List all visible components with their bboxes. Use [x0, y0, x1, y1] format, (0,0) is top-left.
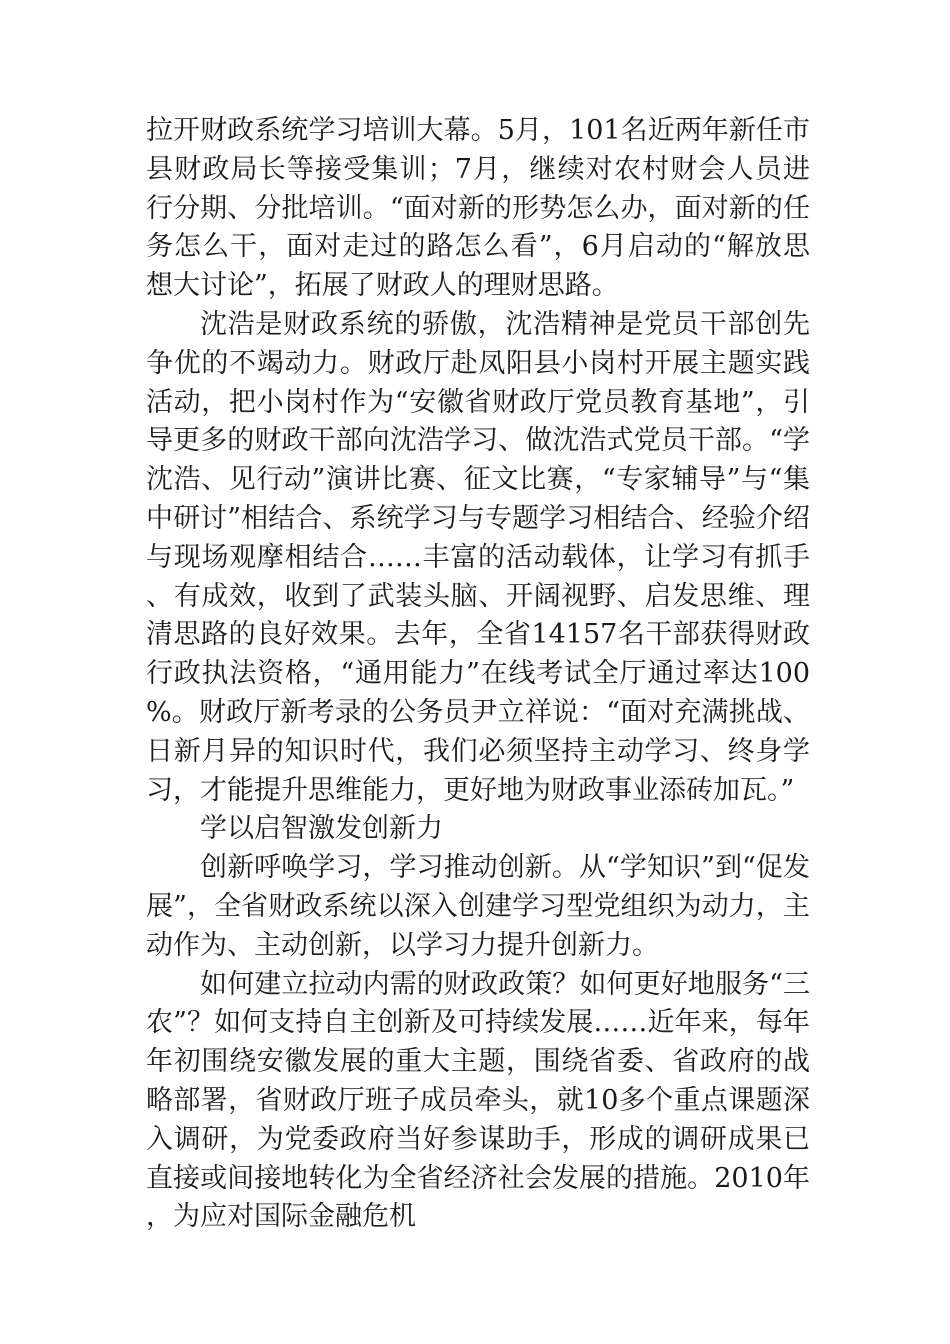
body-paragraph-1: 拉开财政系统学习培训大幕。5月，101名近两年新任市县财政局长等接受集训；7月，继续对农村财会人员进行分期、分批培训。“面对新的形势怎么办，面对新的任务怎么干，面对走过的路怎么看”，6月启动的“解放思想大讨论”，拓展了财政人的理财思路。	[146, 115, 810, 302]
body-paragraph-3: 创新呼唤学习，学习推动创新。从“学知识”到“促发展”，全省财政系统以深入创建学习型党组织为动力，主动作为、主动创新，以学习力提升创新力。	[146, 852, 810, 961]
section-heading: 学以启智激发创新力	[200, 813, 443, 845]
body-paragraph-4: 如何建立拉动内需的财政政策？如何更好地服务“三农”？如何支持自主创新及可持续发展……近年来，每年年初围绕安徽发展的重大主题，围绕省委、省政府的战略部署，省财政厅班子成员牵头，就10多个重点课题深入调研，为党委政府当好参谋助手，形成的调研成果已直接或间接地转化为全省经济社会发展的措施。2010年，为应对国际金融危机	[146, 968, 810, 1233]
document-page	[146, 112, 810, 1237]
body-paragraph-2: 沈浩是财政系统的骄傲，沈浩精神是党员干部创先争优的不竭动力。财政厅赴凤阳县小岗村开展主题实践活动，把小岗村作为“安徽省财政厅党员教育基地”，引导更多的财政干部向沈浩学习、做沈浩式党员干部。“学沈浩、见行动”演讲比赛、征文比赛，“专家辅导”与“集中研讨”相结合、系统学习与专题学习相结合、经验介绍与现场观摩相结合……丰富的活动载体，让学习有抓手、有成效，收到了武装头脑、开阔视野、启发思维、理清思路的良好效果。去年，全省14157名干部获得财政行政执法资格，“通用能力”在线考试全厅通过率达100%。财政厅新考录的公务员尹立祥说：“面对充满挑战、日新月异的知识时代，我们必须坚持主动学习、终身学习，才能提升思维能力，更好地为财政事业添砖加瓦。”	[146, 308, 810, 806]
